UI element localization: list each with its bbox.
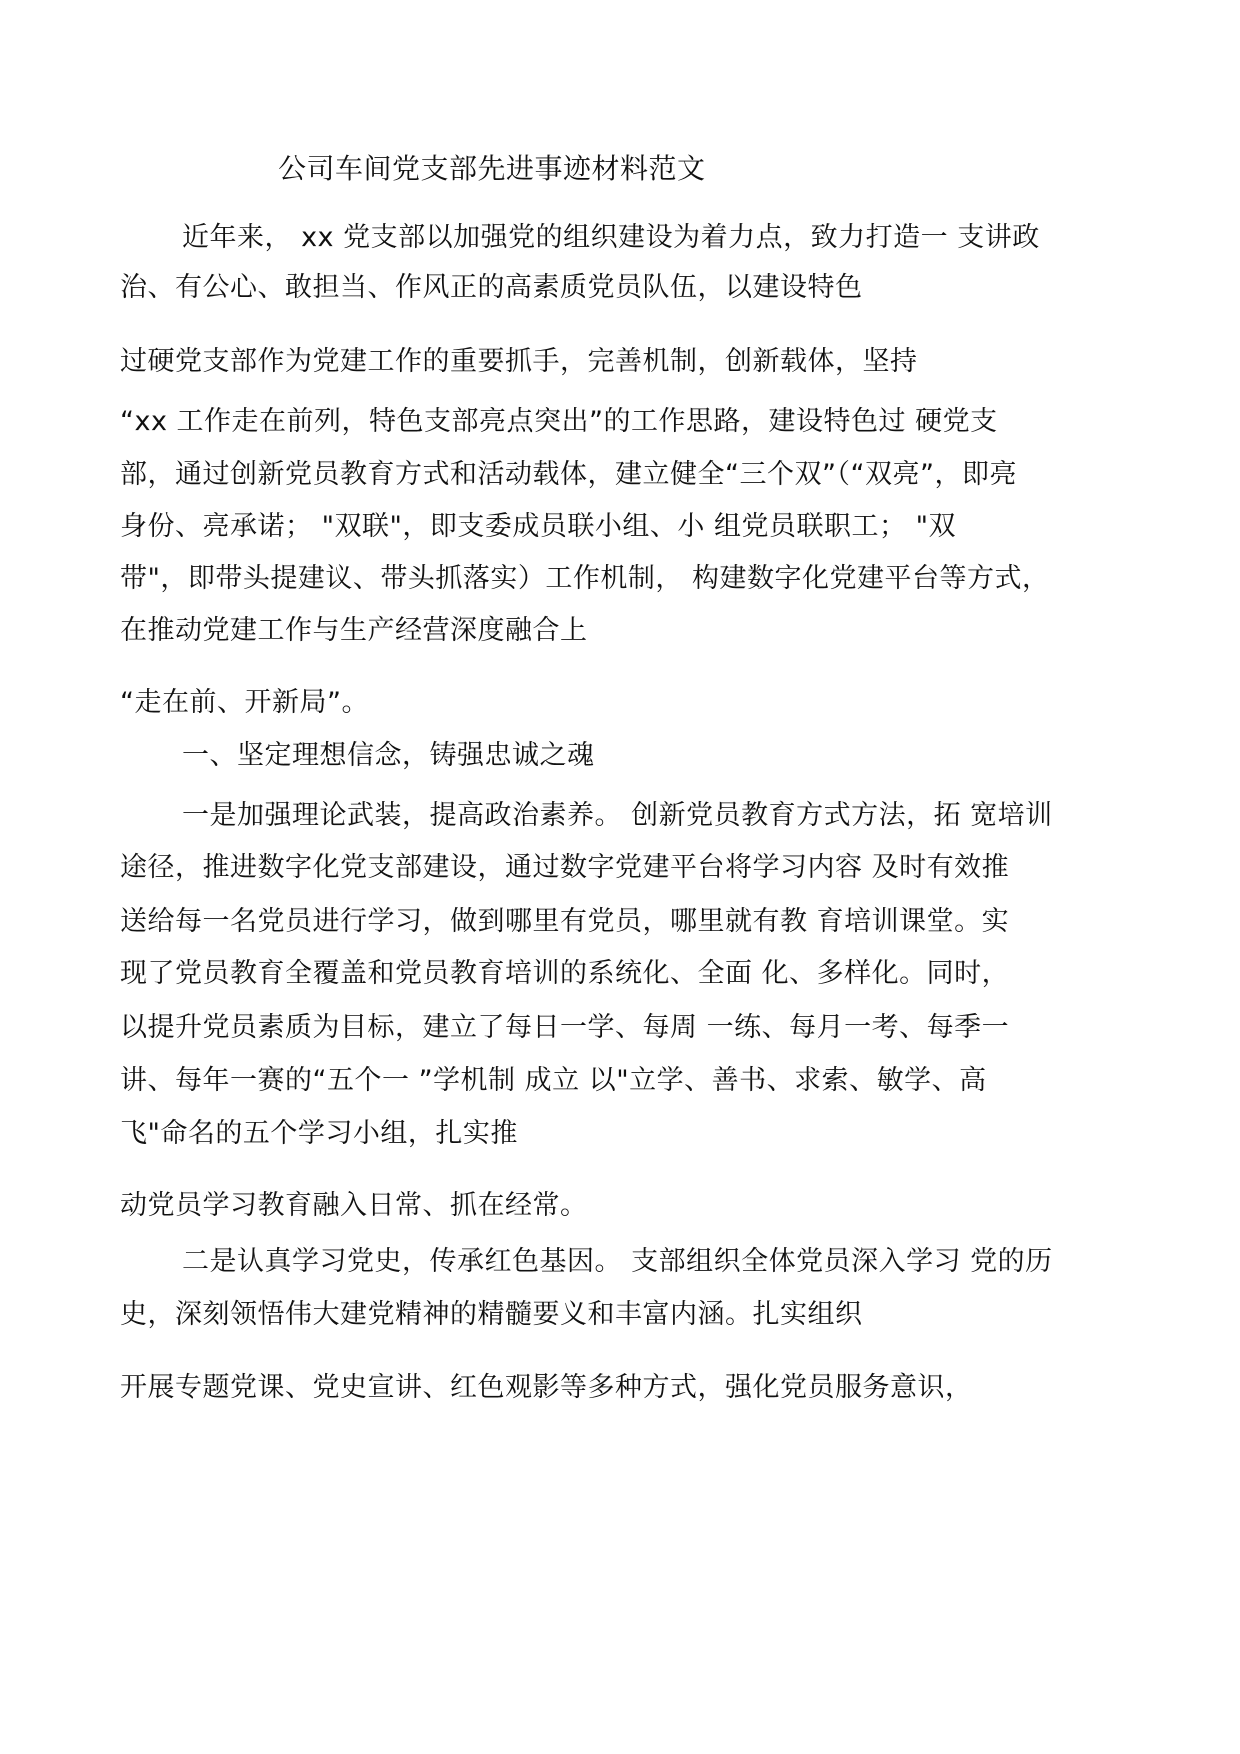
paragraph-line-9: “走在前、开新局”。 [120, 687, 369, 718]
paragraph-line-11: 途径，推进数字化党支部建设，通过数字党建平台将学习内容 及时有效推 [120, 852, 1010, 883]
paragraph-line-20: 开展专题党课、党史宣讲、红色观影等多种方式，强化党员服务意识， [120, 1372, 973, 1403]
paragraph-line-18: 二是认真学习党史，传承红色基因。 支部组织全体党员深入学习 党的历 [182, 1246, 1053, 1277]
paragraph-line-1: 近年来， xx 党支部以加强党的组织建设为着力点，致力打造一 支讲政 [182, 222, 1040, 253]
paragraph-line-3: 过硬党支部作为党建工作的重要抓手，完善机制，创新载体，坚持 [120, 346, 918, 377]
paragraph-line-2: 治、有公心、敢担当、作风正的高素质党员队伍，以建设特色 [120, 272, 863, 303]
paragraph-line-5: 部，通过创新党员教育方式和活动载体，建立健全“三个双”（“双亮”，即亮 [120, 459, 1017, 490]
paragraph-line-17: 动党员学习教育融入日常、抓在经常。 [120, 1190, 588, 1221]
paragraph-line-19: 史，深刻领悟伟大建党精神的精髓要义和丰富内涵。扎实组织 [120, 1299, 863, 1330]
paragraph-line-16: 飞"命名的五个学习小组，扎实推 [120, 1118, 518, 1149]
paragraph-line-13: 现了党员教育全覆盖和党员教育培训的系统化、全面 化、多样化。同时， [120, 958, 1010, 989]
paragraph-line-8: 在推动党建工作与生产经营深度融合上 [120, 615, 588, 646]
paragraph-line-14: 以提升党员素质为目标，建立了每日一学、每周 一练、每月一考、每季一 [120, 1012, 1010, 1043]
paragraph-line-10: 一是加强理论武装，提高政治素养。 创新党员教育方式方法，拓 宽培训 [182, 800, 1053, 831]
document-title: 公司车间党支部先进事迹材料范文 [278, 152, 706, 185]
section-heading-1: 一、坚定理想信念，铸强忠诚之魂 [182, 740, 595, 771]
paragraph-line-6: 身份、亮承诺； "双联"，即支委成员联小组、小 组党员联职工； "双 [120, 511, 957, 542]
paragraph-line-12: 送给每一名党员进行学习，做到哪里有党员，哪里就有教 育培训课堂。实 [120, 906, 1010, 937]
paragraph-line-7: 带"，即带头提建议、带头抓落实）工作机制， 构建数字化党建平台等方式， [120, 563, 1050, 594]
paragraph-line-4: “xx 工作走在前列，特色支部亮点突出”的工作思路，建设特色过 硬党支 [120, 406, 998, 437]
paragraph-line-15: 讲、每年一赛的“五个一 ”学机制 成立 以"立学、善书、求索、敏学、高 [120, 1065, 987, 1096]
